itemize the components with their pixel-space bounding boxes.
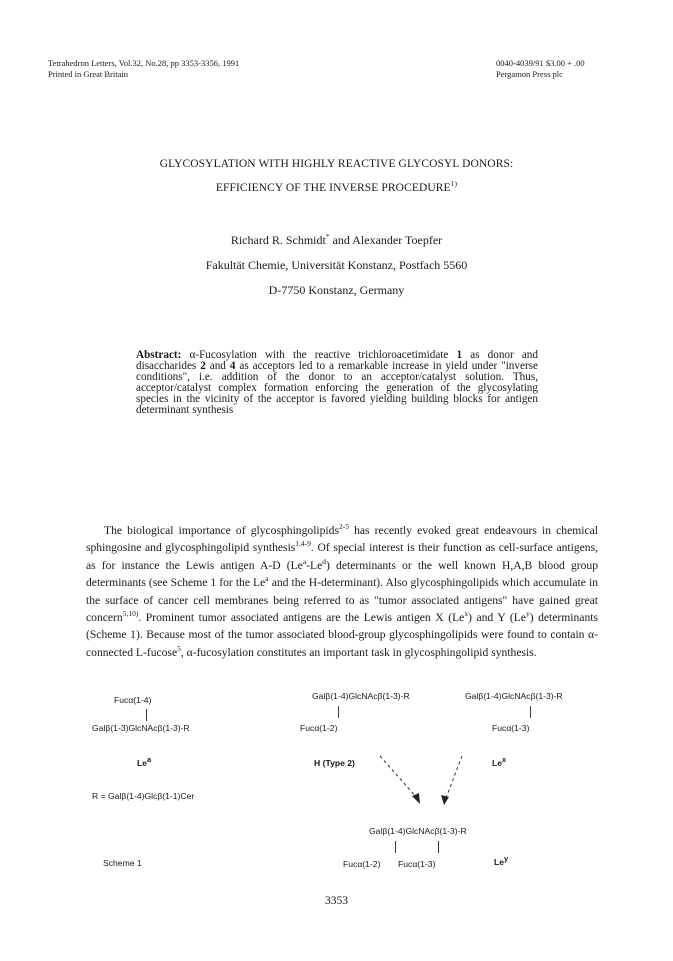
compound-number: 1 xyxy=(456,349,463,361)
publisher-info xyxy=(496,58,585,80)
arrow-head-right xyxy=(441,795,449,805)
lewis-sup: y xyxy=(525,609,530,619)
ref-sup: 1,4-9 xyxy=(295,539,311,549)
body-text: ) determinants or the well known H,A,B blood group determinants (see Scheme 1 for the Le xyxy=(86,558,598,590)
body-text: , α-fucosylation constitutes an important task in glycosphingolipid synthesis. xyxy=(180,645,537,659)
lea-label xyxy=(137,755,152,768)
body-text: The biological importance of glycosphingolipids xyxy=(104,524,339,537)
arrow-from-lex xyxy=(446,756,462,798)
body-paragraph xyxy=(86,522,598,661)
body-text: has recently evoked great endeavours in chemical sphingosine and glycosphingolipid synthesis xyxy=(86,524,598,555)
lex-chain: Galβ(1-4)GlcNAcβ(1-3)-R xyxy=(465,691,563,701)
title-footnote-ref: 1) xyxy=(450,179,458,189)
author-2: and Alexander Toepfer xyxy=(329,233,443,247)
address: D-7750 Konstanz, Germany xyxy=(268,283,405,297)
ley-label xyxy=(494,854,509,867)
compound-number: 4 xyxy=(229,360,236,372)
lewis-sup: a xyxy=(302,556,307,566)
ref-sup: 5,10) xyxy=(122,609,139,619)
h-label: H (Type 2) xyxy=(314,758,355,768)
scheme-caption: Scheme 1 xyxy=(103,858,142,868)
page-number: 3353 xyxy=(325,895,348,907)
arrow-head-left xyxy=(412,793,420,804)
lex-label xyxy=(492,755,507,768)
ley-bond-1 xyxy=(395,841,396,853)
citation-line: Tetrahedron Letters, Vol.32, No.28, pp 3353-3356, 1991 xyxy=(48,58,240,68)
title-text: EFFICIENCY OF THE INVERSE PROCEDURE xyxy=(215,182,451,194)
ley-fucose-12: Fucα(1-2) xyxy=(343,859,381,869)
compound-number: 2 xyxy=(200,360,206,372)
abstract-text: and xyxy=(205,360,230,372)
abstract-text: α-Fucosylation with the reactive trichloroacetimidate xyxy=(181,349,457,361)
ley-fucose-13: Fucα(1-3) xyxy=(398,859,436,869)
abstract-text: as acceptors led to a remarkable increase in yield under "inverse conditions", i.e. addition of the donor to an acceptor/catalyst solution. Thus, acceptor/catalyst complex formation enforcing the generation of the glycosylating species in the vicinity of the acceptor is favored yielding building blocks for antigen determinant synthesis xyxy=(136,360,538,416)
body-text: -Le xyxy=(306,558,323,572)
body-text: . Prominent tumor associated antigens are the Lewis antigen X (Le xyxy=(138,611,465,625)
ref-sup: 2-5 xyxy=(338,522,349,532)
corresponding-mark: * xyxy=(325,232,330,241)
arrow-from-h xyxy=(380,756,417,798)
body-text: ) determinants (Scheme 1). Because most of the tumor associated blood-group glycosphingolipids were found to contain α-connected L-fucose xyxy=(86,611,598,659)
ref-sup: 5 xyxy=(177,643,181,653)
lex-label-sup: x xyxy=(502,755,507,765)
lea-label-text: Le xyxy=(137,758,148,768)
body-text: . Of special interest is their function as cell-surface antigens, as for instance the Lewis antigen A-D (Le xyxy=(86,541,598,572)
ley-label-sup: y xyxy=(504,854,509,864)
abstract-text: as donor and disaccharides xyxy=(136,349,538,372)
author-names xyxy=(0,233,673,248)
abstract xyxy=(136,350,538,416)
lea-chain: Galβ(1-3)GlcNAcβ(1-3)-R xyxy=(92,723,190,733)
lea-bond xyxy=(146,709,147,721)
paper-title-line-2 xyxy=(0,179,673,194)
ley-bond-2 xyxy=(438,841,439,853)
lewis-sup: x xyxy=(464,609,469,619)
h-bond xyxy=(338,706,339,718)
lex-label-text: Le xyxy=(492,758,503,768)
h-chain: Galβ(1-4)GlcNAcβ(1-3)-R xyxy=(312,691,410,701)
lewis-sup: a xyxy=(265,574,269,584)
convergence-arrows xyxy=(370,752,470,812)
body-text: and the H-determinant). Also glycosphingolipids which accumulate in the surface of cancer cell membranes being referred to as "tumor associated antigens" have gained great concern xyxy=(86,576,598,625)
h-fucose: Fucα(1-2) xyxy=(300,723,338,733)
publisher-line: Pergamon Press plc xyxy=(496,69,563,79)
intro-paragraph xyxy=(86,522,598,661)
lewis-sup: d xyxy=(322,556,327,566)
affiliation: Fakultät Chemie, Universität Konstanz, Postfach 5560 xyxy=(205,258,468,272)
author-1: Richard R. Schmidt xyxy=(230,233,326,247)
paper-title-line-1: GLYCOSYLATION WITH HIGHLY REACTIVE GLYCOSYL DONORS: xyxy=(159,158,514,170)
lea-label-sup: a xyxy=(147,755,152,765)
ley-chain: Galβ(1-4)GlcNAcβ(1-3)-R xyxy=(369,826,467,836)
lea-fucose: Fucα(1-4) xyxy=(114,695,152,705)
ley-label-text: Le xyxy=(494,857,505,867)
printed-in-line: Printed in Great Britain xyxy=(48,69,129,79)
issn-price-line: 0040-4039/91 $3.00 + .00 xyxy=(496,58,585,68)
abstract-label: Abstract: xyxy=(136,349,182,361)
journal-citation xyxy=(48,58,239,80)
r-definition: R = Galβ(1-4)Glcβ(1-1)Cer xyxy=(92,791,195,801)
lex-bond xyxy=(530,706,531,718)
body-text: ) and Y (Le xyxy=(468,611,526,625)
lex-fucose: Fucα(1-3) xyxy=(492,723,530,733)
